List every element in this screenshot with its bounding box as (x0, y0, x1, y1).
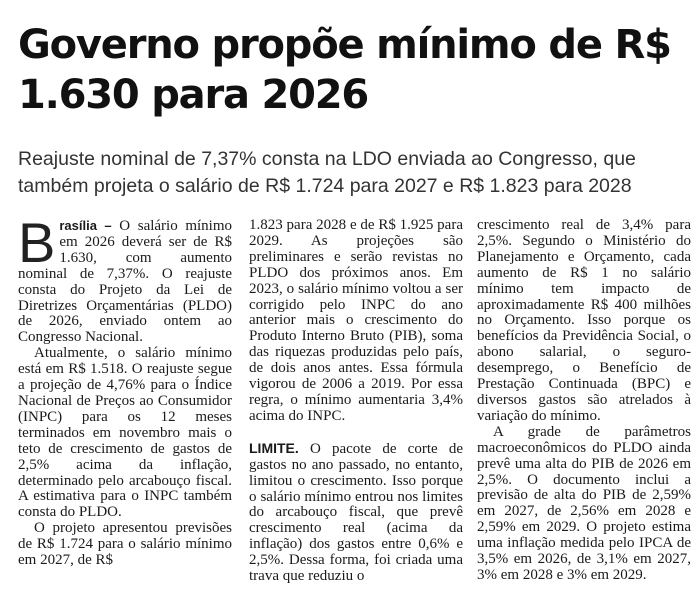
paragraph-text: O pacote de corte de gastos no ano passado, no entanto, limitou o crescimento. Isso porque o salário mínimo entrou nos limites do arcabouço fiscal, que prevê crescimento real (acima da inflação) dos gastos entre 0,6% e 2,5%. Dessa forma, foi criada uma trava que reduziu o (249, 440, 463, 585)
section-lead-in: LIMITE. (249, 439, 299, 456)
article-column-2 (249, 218, 463, 610)
article-column-1 (18, 218, 232, 610)
paragraph: Atualmente, o salário mínimo está em R$ 1.518. O reajuste segue a projeção de 4,76% para o Índice Nacional de Preços ao Consumidor (INPC) para os 12 meses terminados em novembro mais o teto de crescimento de gastos de 2,5% acima da inflação, determinado pelo arcabouço fiscal. A estimativa para o INPC também consta do PLDO. (18, 345, 232, 521)
subheadline: Reajuste nominal de 7,37% consta na LDO enviada ao Congresso, que também projeta o salário de R$ 1.724 para 2027 e R$ 1.823 para 2028 (18, 148, 636, 197)
paragraph (18, 218, 232, 346)
article-column-3 (477, 218, 691, 610)
paragraph: O projeto apresentou previsões de R$ 1.724 para o salário mínimo em 2027, de R$ (18, 520, 232, 569)
paragraph-text: O salário mínimo em 2026 deverá ser de R$ 1.630, com aumento nominal de 7,37%. O reajuste consta do Projeto da Lei de Diretrizes Orçamentárias (PLDO) de 2026, enviado ontem ao Congresso Nacional. (18, 218, 232, 346)
dateline: rasília – (59, 218, 112, 233)
paragraph: A grade de parâmetros macroeconômicos do PLDO ainda prevê uma alta do PIB de 2026 em 2,5%. O documento inclui a previsão de alta do PIB de 2,59% em 2027, de 2,56% em 2028 e 2,59% em 2029. O projeto estima uma inflação medida pelo IPCA de 3,5% em 2026, de 3,1% em 2027, 3% em 2028 e 3% em 2029. (477, 423, 691, 583)
headline: Governo propõe mínimo de R$ 1.630 para 2026 (18, 22, 671, 118)
paragraph: crescimento real de 3,4% para 2,5%. Segundo o Ministério do Planejamento e Orçamento, cada aumento de R$ 1 no salário mínimo tem impacto de aproximadamente R$ 400 milhões no Orçamento. Isso porque os benefícios da Previdência Social, o abono salarial, o seguro-desemprego, o Benefício de Prestação Continuada (BPC) e diversos gastos são atrelados à variação do mínimo. (477, 218, 691, 424)
paragraph (249, 441, 463, 585)
drop-cap: B (18, 218, 56, 274)
paragraph: 1.823 para 2028 e de R$ 1.925 para 2029. As projeções são preliminares e serão revistas no PLDO dos próximos anos. Em 2023, o salário mínimo voltou a ser corrigido pelo INPC do ano anterior mais o crescimento do Produto Interno Bruto (PIB), soma das riquezas produzidas pelo país, de dois anos antes. Essa fórmula vigorou de 2006 a 2019. Por essa regra, o mínimo aumentaria 3,4% acima do INPC. (249, 218, 463, 424)
